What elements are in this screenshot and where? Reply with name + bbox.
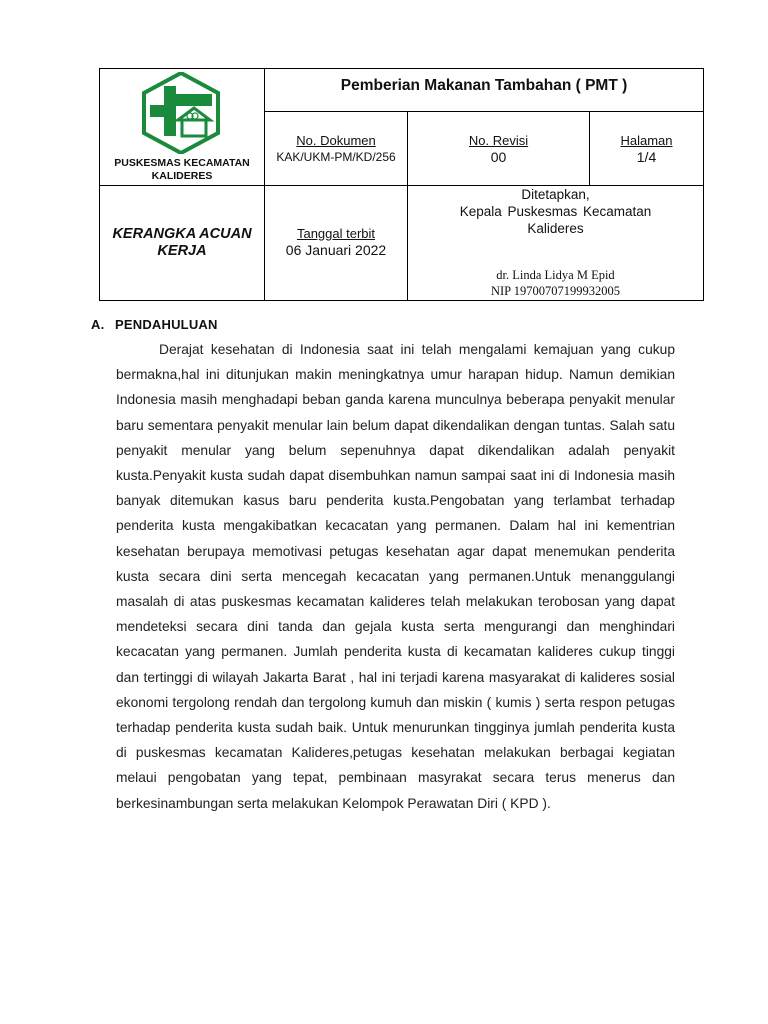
document-title: Pemberian Makanan Tambahan ( PMT )	[265, 69, 704, 112]
approver-title: Kepala Puskesmas Kecamatan	[459, 204, 652, 219]
section-paragraph: Derajat kesehatan di Indonesia saat ini telah mengalami kemajuan yang cukup bermakna,hal ini ditunjukan makin meningkatnya umur harapan hidup. Namun demikian Indonesia masih menghadapi beban ganda karena munculnya beberapa penyakit menular baru sementara penyakit menular lain belum dapat dikendalikan dengan tuntas. Salah satu penyakit menular yang belum sepenuhnya dapat dikendalikan adalah penyakit kusta.Penyakit kusta sudah dapat disembuhkan namun sampai saat ini di Indonesia masih banyak ditemukan kasus baru penderita kusta.Pengobatan yang terlambat terhadap penderita kusta mengakibatkan kecacatan yang permanen. Dalam hal ini kementrian kesehatan berupaya memotivasi petugas kesehatan agar dapat menemukan penderita kusta secara dini serta mencegah kecacatan yang permanen.Untuk menanggulangi masalah di atas puskesmas kecamatan kalideres telah melakukan terobosan yang dapat mendeteksi secara dini tanda dan gejala kusta serta mengurangi dan menghindari kecacatan yang permanen. Jumlah penderita kusta di kecamatan kalideres cukup tinggi dan tertinggi di wilayah Jakarta Barat , hal ini terjadi karena masyarakat di kalideres sosial ekonomi tergolong rendah dan tergolong kumuh dan miskin ( kumis ) serta respon petugas terhadap penderita kusta sudah baik. Untuk menurunkan tingginya jumlah penderita kusta di puskesmas kecamatan Kalideres,petugas kesehatan melakukan berbagai kegiatan melaui pengobatan yang tepat, pembinaan masyrakat secara terus menerus dan berkesinambungan serta melakukan Kelompok Perawatan Diri ( KPD ).	[116, 342, 675, 811]
section-title: PENDAHULUAN	[115, 317, 218, 332]
tanggal-terbit-label: Tanggal terbit	[296, 226, 376, 241]
approval-cell	[408, 186, 704, 301]
tanggal-terbit-value: 06 Januari 2022	[285, 242, 387, 258]
logo-cell	[100, 69, 265, 186]
ditetapkan-label: Ditetapkan,	[521, 187, 590, 202]
no-revisi-cell	[408, 112, 590, 186]
no-dokumen-cell	[265, 112, 408, 186]
puskesmas-name-line1: PUSKESMAS KECAMATAN	[114, 157, 250, 169]
no-dokumen-value: KAK/UKM-PM/KD/256	[276, 150, 396, 164]
signatory-nip: NIP 19700707199932005	[490, 284, 621, 298]
puskesmas-logo-icon	[142, 72, 220, 154]
document-type-line2: KERJA	[157, 243, 207, 259]
halaman-label: Halaman	[620, 133, 673, 148]
document-type-cell	[100, 186, 265, 301]
no-revisi-value: 00	[490, 149, 507, 165]
halaman-value: 1/4	[636, 149, 657, 165]
signatory-name: dr. Linda Lidya M Epid	[496, 268, 615, 282]
puskesmas-name	[100, 157, 264, 183]
section-number: A.	[91, 317, 105, 332]
approver-location: Kalideres	[527, 221, 584, 236]
document-type-line1: KERANGKA ACUAN	[112, 226, 252, 242]
document-header-table	[99, 68, 704, 301]
no-revisi-label: No. Revisi	[468, 133, 529, 148]
no-dokumen-label: No. Dokumen	[296, 133, 376, 148]
tanggal-terbit-cell	[265, 186, 408, 301]
halaman-cell	[590, 112, 704, 186]
section-heading	[91, 317, 218, 332]
puskesmas-name-line2: KALIDERES	[151, 170, 213, 182]
